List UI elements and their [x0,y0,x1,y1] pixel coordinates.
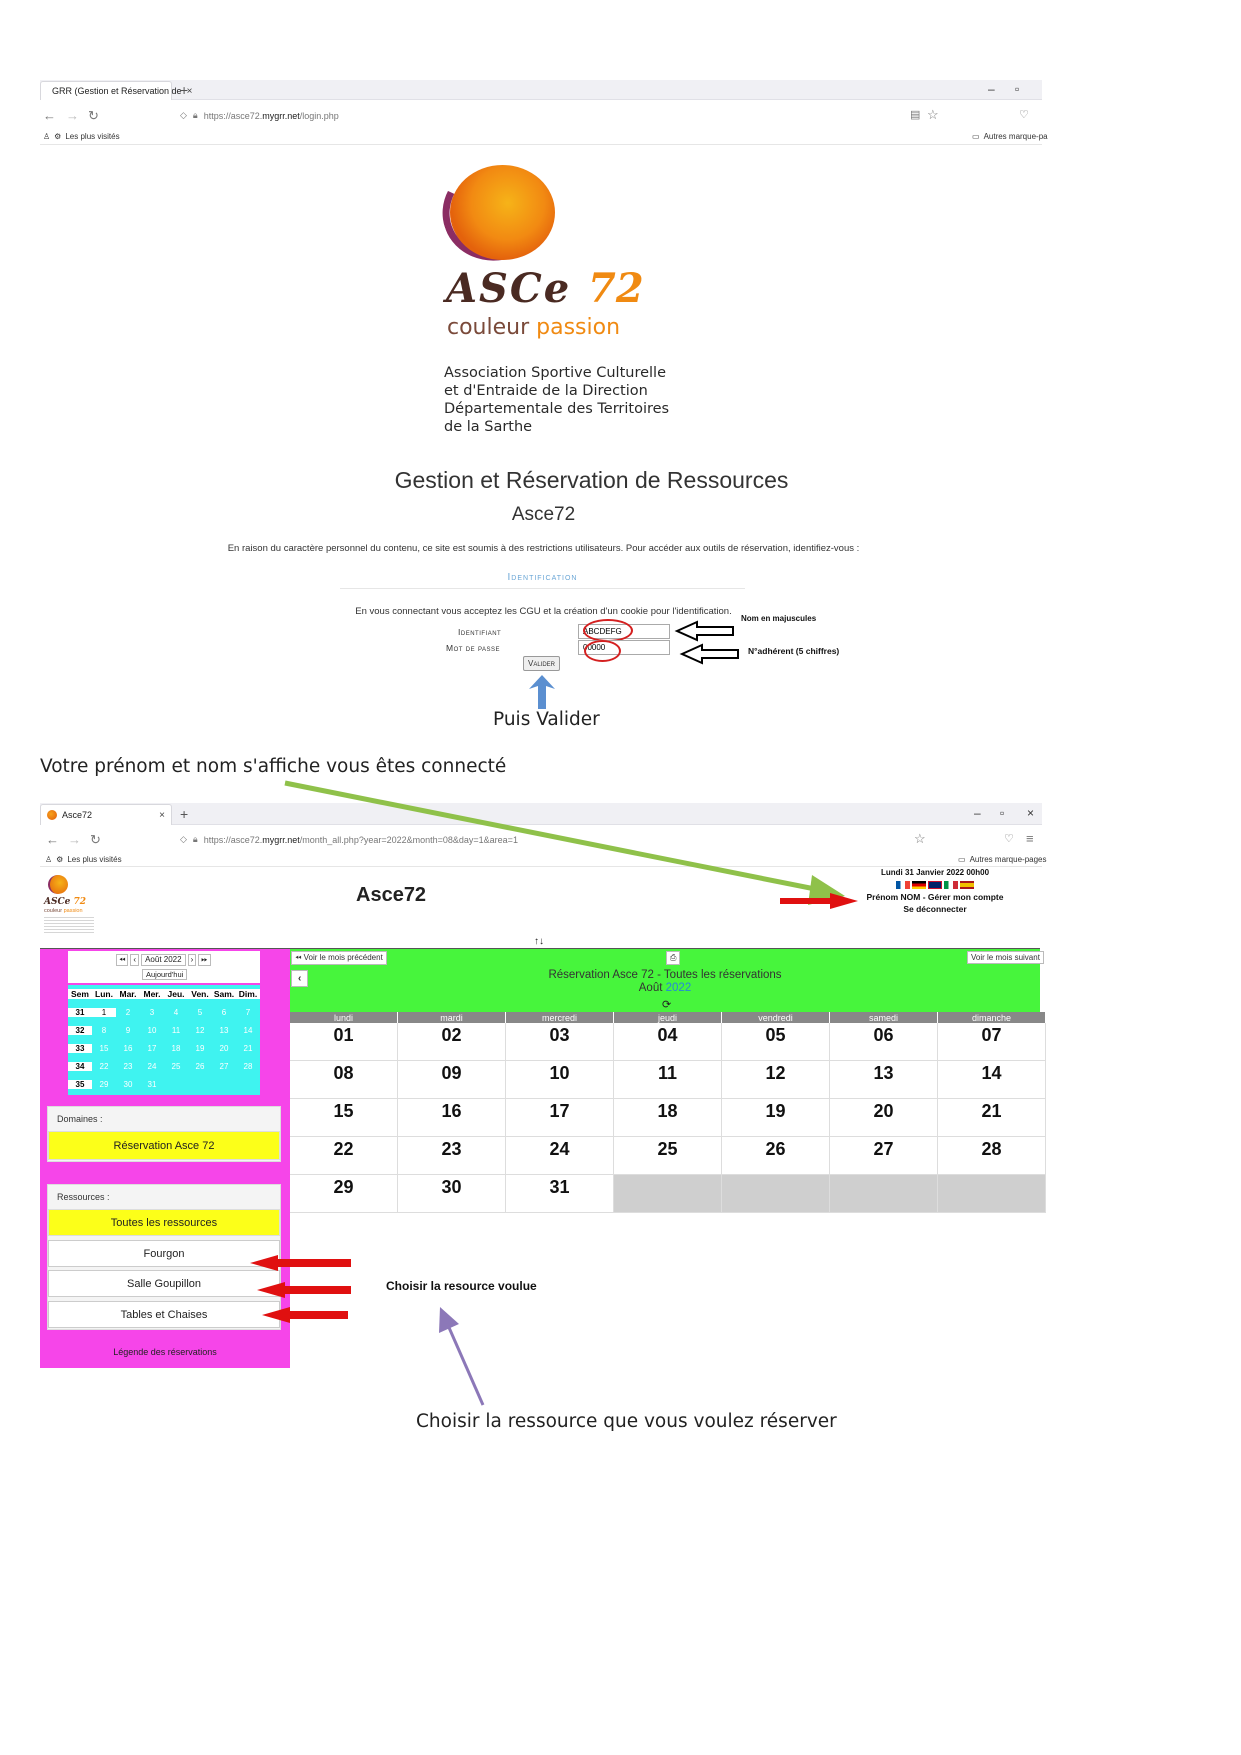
day-cell[interactable]: 04 [614,1023,722,1061]
minical-day[interactable]: 20 [219,1043,229,1053]
new-tab-icon[interactable]: + [180,82,189,98]
minical-day[interactable]: 19 [195,1043,205,1053]
day-header: samedi [830,1012,938,1023]
divider [340,588,745,589]
minical-day[interactable]: 1 [92,1008,116,1017]
folder-icon: ▭ [972,132,980,141]
minical-day[interactable]: 28 [243,1061,253,1071]
password-input[interactable]: 00000 [578,640,670,655]
day-cell[interactable]: 20 [830,1099,938,1137]
prev-year-icon[interactable]: ⏪︎ [116,954,128,966]
resource-all[interactable]: Toutes les ressources [48,1209,280,1236]
day-cell[interactable]: 30 [398,1175,506,1213]
logout-link[interactable]: Se déconnecter [903,904,967,914]
day-header: mardi [398,1012,506,1023]
arrow-red-icon [260,1306,350,1324]
annotation-choose-resource: Choisir la resource voulue [386,1279,537,1293]
minical-week[interactable]: 35 [68,1080,92,1089]
next-month-button[interactable]: Voir le mois suivant [967,951,1044,964]
flag-it-icon[interactable] [944,881,958,889]
logo-word: ASCe [446,265,572,312]
minical-week[interactable]: 34 [68,1062,92,1071]
legend-link[interactable]: Légende des réservations [113,1347,217,1357]
day-cell[interactable]: 12 [722,1061,830,1099]
minical-day[interactable]: 10 [147,1025,157,1035]
day-cell-empty [938,1175,1046,1213]
minical-day[interactable]: 22 [99,1061,109,1071]
minical-week-row [68,1075,260,1093]
minical-day[interactable]: 13 [219,1025,229,1035]
minical-col: Mer. [140,989,164,999]
minical-day[interactable]: 4 [173,1007,179,1017]
minical-col: Sam. [213,989,235,999]
minical-col: Mar. [116,989,140,999]
minical-week-row [68,1039,260,1057]
day-cell[interactable]: 06 [830,1023,938,1061]
calendar-title [290,969,1040,995]
reload-icon[interactable]: ↻ [90,832,101,847]
minical-week-row [68,1057,260,1075]
minical-day[interactable]: 9 [125,1025,131,1035]
prev-month-button[interactable]: ⏪︎ Voir le mois précédent [291,951,387,965]
day-cell[interactable]: 23 [398,1137,506,1175]
date-line: Lundi 31 Janvier 2022 00h00 [880,868,990,877]
minical-day[interactable]: 5 [197,1007,203,1017]
user-icon: ♙ [43,132,51,141]
menu-icon[interactable]: ≡ [1026,831,1034,846]
day-cell[interactable]: 03 [506,1023,614,1061]
day-cell[interactable]: 27 [830,1137,938,1175]
gear-icon: ⚙ [56,855,64,864]
reader-view-icon[interactable]: ▤ [910,109,921,121]
minical-day[interactable]: 16 [123,1043,133,1053]
bookmarks-bar [40,128,1042,145]
resources-label: Ressources : [57,1192,110,1202]
day-cell[interactable]: 05 [722,1023,830,1061]
day-cell[interactable]: 19 [722,1099,830,1137]
minical-day[interactable]: 23 [123,1061,133,1071]
minical-day[interactable]: 24 [147,1061,157,1071]
day-cell-empty [722,1175,830,1213]
minical-week[interactable]: 31 [68,1008,92,1017]
cgu-text: En vous connectant vous acceptez les CGU et la création d'un cookie pour l'identification. [355,606,732,617]
lock-icon: 🔒︎ [192,110,198,120]
minical-week-row [68,1021,260,1039]
caption-validate: Puis Valider [493,709,600,730]
user-account-link[interactable]: Prénom NOM - Gérer mon compte [866,892,1004,902]
highlight-oval-password [584,640,621,662]
arrow-green-icon [280,778,850,908]
minimize-icon[interactable]: – [988,82,995,96]
user-panel [860,867,1010,915]
bookmark-most-visited[interactable]: ♙ ⚙ Les plus visités [43,132,120,141]
forward-icon[interactable]: → [66,108,79,123]
day-cell[interactable]: 29 [290,1175,398,1213]
minical-week[interactable]: 32 [68,1026,92,1035]
minical-header [68,951,260,983]
minical-day[interactable]: 18 [171,1043,181,1053]
minical-day[interactable]: 6 [221,1007,227,1017]
flag-gb-icon[interactable] [928,881,942,889]
arrow-left-icon [675,620,737,642]
minical-day[interactable]: 15 [99,1043,109,1053]
day-cell-empty [830,1175,938,1213]
minical-week-row [68,1003,260,1021]
collapse-header-icon[interactable]: ↑↓ [534,936,544,947]
pocket-icon[interactable]: ♡ [1004,833,1014,845]
lock-icon: 🔒︎ [192,834,198,844]
browser-tab[interactable] [40,81,193,100]
minical-col: Dim. [236,989,260,999]
day-cell[interactable]: 28 [938,1137,1046,1175]
next-month-icon[interactable]: › [188,954,197,966]
bookmark-other[interactable]: ▭ Autres marque-pages [958,855,1047,864]
folder-icon: ▭ [958,855,966,864]
flag-es-icon[interactable] [960,881,974,889]
minical-day[interactable]: 12 [195,1025,205,1035]
next-year-icon[interactable]: ⏩︎ [198,954,210,966]
logo-tagline: couleur passion [447,315,621,340]
minical-month: Août 2022 [141,954,185,966]
day-cell[interactable]: 07 [938,1023,1046,1061]
day-header: lundi [290,1012,398,1023]
association-name: Association Sportive Culturelle et d'Entraide de la Direction Départementale des Territoires de la Sarthe [444,365,670,435]
arrow-red-icon [780,892,860,910]
gear-icon: ⚙ [54,132,62,141]
user-icon: ♙ [45,855,53,864]
minical-day[interactable]: 14 [243,1025,253,1035]
day-cell[interactable]: 08 [290,1061,398,1099]
day-cell[interactable]: 26 [722,1137,830,1175]
minical-day[interactable]: 26 [195,1061,205,1071]
refresh-icon[interactable]: ⟳ [662,999,672,1011]
restore-icon[interactable]: ▫ [1000,806,1005,820]
day-cell[interactable]: 14 [938,1061,1046,1099]
day-header: jeudi [614,1012,722,1023]
minical-day[interactable]: 7 [245,1007,251,1017]
restore-icon[interactable]: ▫ [1015,82,1020,96]
arrow-red-icon [255,1281,353,1299]
minical-day[interactable]: 11 [171,1025,181,1035]
day-cell[interactable]: 10 [506,1061,614,1099]
minical-day[interactable]: 31 [147,1079,157,1089]
print-icon[interactable]: ⎙ [666,951,680,965]
calendar-month-year: Août 2022 [638,982,692,994]
minical-week[interactable]: 33 [68,1044,92,1053]
minical-day[interactable]: 27 [219,1061,229,1071]
resource-fourgon[interactable]: Fourgon [48,1240,280,1267]
minical-day[interactable]: 30 [123,1079,133,1089]
close-tab-icon[interactable]: × [186,85,193,97]
back-icon[interactable]: ← [43,108,56,123]
day-cell[interactable]: 31 [506,1175,614,1213]
prev-month-icon[interactable]: ‹ [130,954,139,966]
today-button[interactable]: Aujourd'hui [142,969,187,980]
flag-fr-icon[interactable] [896,881,910,889]
flag-de-icon[interactable] [912,881,926,889]
calendar-title-text: Réservation Asce 72 - Toutes les réservations [548,969,782,981]
arrow-purple-icon [435,1305,490,1410]
minical-day[interactable]: 3 [149,1007,155,1017]
caption-choose-resource: Choisir la ressource que vous voulez réserver [416,1411,837,1432]
note-member-number: N°adhérent (5 chiffres) [748,646,840,656]
pocket-icon[interactable]: ♡ [1019,109,1029,121]
day-cell[interactable]: 13 [830,1061,938,1099]
tab-title: GRR (Gestion et Réservation de [52,86,182,96]
minical-col: Ven. [188,989,212,999]
domain-item[interactable]: Réservation Asce 72 [48,1131,280,1160]
resource-salle-goupillon[interactable]: Salle Goupillon [48,1270,280,1297]
domains-label: Domaines : [57,1114,103,1124]
shield-icon: ◇ [180,110,187,120]
minical-day[interactable]: 17 [147,1043,157,1053]
day-cell[interactable]: 21 [938,1099,1046,1137]
day-header: dimanche [938,1012,1046,1023]
back-icon[interactable]: ← [46,832,59,847]
day-header: vendredi [722,1012,830,1023]
day-cell[interactable]: 11 [614,1061,722,1099]
minical-day[interactable]: 2 [125,1007,131,1017]
bookmark-star-icon[interactable]: ☆ [927,107,939,122]
minical-day[interactable]: 21 [243,1043,253,1053]
access-notice: En raison du caractère personnel du contenu, ce site est soumis à des restrictions utilisateurs. Pour accéder aux outils de réservation, identifiez-vous : [227,543,860,554]
password-label: Mot de passe [446,643,501,653]
close-tab-icon[interactable]: × [159,809,165,821]
address-bar[interactable]: ◇ 🔒︎ https://asce72.mygrr.net/login.php [180,110,339,121]
bookmark-other[interactable]: ▭ Autres marque-pa [972,132,1048,141]
prev-icon: ⏪︎ [295,953,302,962]
day-cell[interactable]: 16 [398,1099,506,1137]
note-uppercase: Nom en majuscules [741,614,817,623]
day-cell[interactable]: 18 [614,1099,722,1137]
minical-header-row [68,985,260,1003]
day-cell[interactable]: 22 [290,1137,398,1175]
arrow-red-icon [248,1254,353,1272]
highlight-oval-identifier [583,619,633,642]
browser-tab[interactable] [40,804,172,825]
close-window-icon[interactable]: × [1027,806,1035,820]
logo-sun-icon [450,165,555,260]
minical-col: Lun. [92,989,116,999]
minimize-icon[interactable]: – [974,806,981,820]
forward-icon[interactable]: → [68,832,81,847]
mini-calendar [68,985,260,1095]
address-bar[interactable]: ◇ 🔒︎ https://asce72.mygrr.net/month_all.php?year=2022&month=08&day=1&area=1 [180,834,518,845]
day-cell[interactable]: 01 [290,1023,398,1061]
minical-day[interactable]: 8 [101,1025,107,1035]
resource-tables-chaises[interactable]: Tables et Chaises [48,1301,280,1328]
minical-col: Sem [68,989,92,999]
minical-day[interactable]: 29 [99,1079,109,1089]
tab-title: Asce72 [62,810,93,820]
day-cell[interactable]: 15 [290,1099,398,1137]
caption-connected: Votre prénom et nom s'affiche vous êtes connecté [40,756,507,777]
day-cell[interactable]: 02 [398,1023,506,1061]
header-logo: ASCe 72 couleur passion [44,875,94,935]
day-cell[interactable]: 25 [614,1137,722,1175]
site-title: Asce72 [356,884,427,906]
day-cell[interactable]: 24 [506,1137,614,1175]
shield-icon: ◇ [180,834,187,844]
arrow-up-icon [528,674,556,710]
day-header: mercredi [506,1012,614,1023]
arrow-left-icon [680,643,742,665]
identifier-input[interactable]: ABCDEFG [578,624,670,639]
bookmark-most-visited[interactable]: ♙ ⚙ Les plus visités [45,855,122,864]
new-tab-icon[interactable]: + [180,806,189,822]
day-cell[interactable]: 09 [398,1061,506,1099]
identifier-label: Identifiant [458,627,502,637]
bookmark-star-icon[interactable]: ☆ [914,831,926,846]
logo-number: 72 [588,265,644,312]
reload-icon[interactable]: ↻ [88,108,99,123]
day-cell[interactable]: 17 [506,1099,614,1137]
collapse-sidebar-button[interactable]: ‹ [291,970,308,987]
language-flags [860,881,1010,889]
identification-heading: Identification [507,572,578,583]
submit-button[interactable]: Valider [523,656,560,671]
minical-day[interactable]: 25 [171,1061,181,1071]
day-cell-empty [614,1175,722,1213]
page-title: Gestion et Réservation de Ressources [394,467,789,493]
site-favicon-icon [47,810,57,820]
page-subtitle: Asce72 [511,504,576,525]
minical-col: Jeu. [164,989,188,999]
